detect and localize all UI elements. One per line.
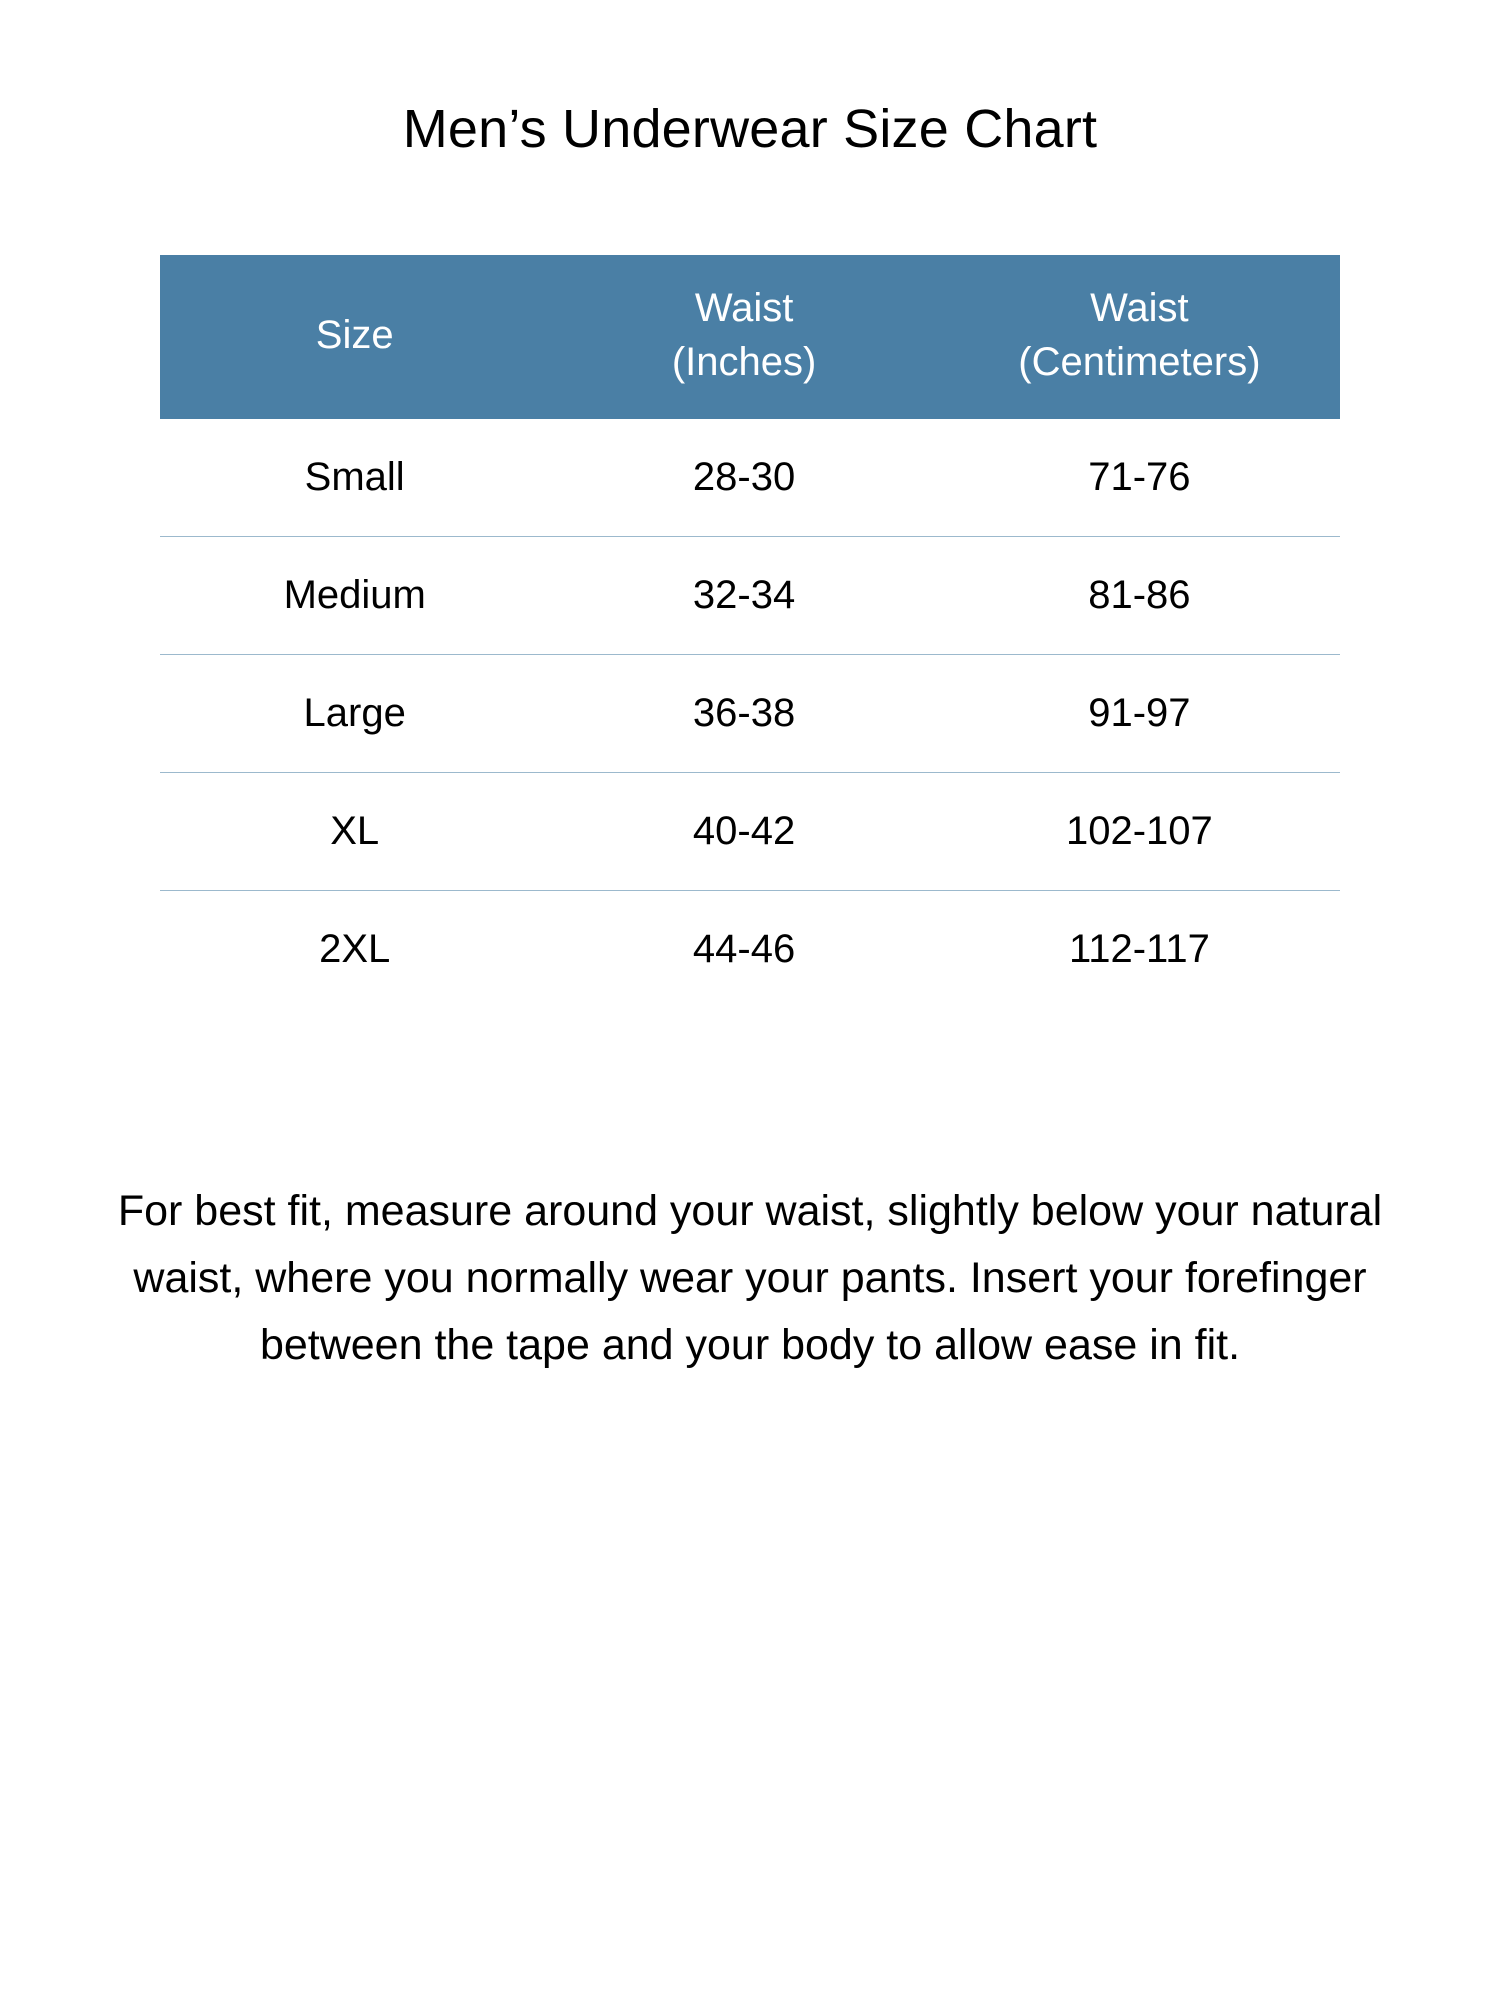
- table-row: [160, 655, 1340, 773]
- cell-size: Large: [160, 655, 549, 773]
- table-row: [160, 537, 1340, 655]
- cell-centimeters: 91-97: [939, 655, 1340, 773]
- cell-centimeters: 102-107: [939, 773, 1340, 891]
- column-header-waist-centimeters-line2: (Centimeters): [1018, 340, 1261, 385]
- page-title: Men’s Underwear Size Chart: [402, 99, 1098, 159]
- cell-inches: 44-46: [692, 927, 796, 972]
- cell-centimeters: 112-117: [1068, 927, 1210, 972]
- table-header: [160, 255, 1340, 419]
- cell-size: 2XL: [319, 927, 391, 972]
- size-table-container: [160, 255, 1340, 1008]
- cell-size: XL: [160, 773, 549, 891]
- table-row: [160, 419, 1340, 537]
- column-header-size: [160, 255, 549, 419]
- table-body: [160, 419, 1340, 1008]
- cell-size: Small: [160, 419, 549, 537]
- cell-inches: 28-30: [549, 419, 938, 537]
- size-table: [160, 255, 1340, 1008]
- column-header-waist-centimeters: [939, 255, 1340, 419]
- table-header-row: [160, 255, 1340, 419]
- table-row: [160, 773, 1340, 891]
- fit-instructions: For best fit, measure around your waist, slightly below your natural waist, where you normally wear your pants. Insert your forefinger between the tape and your body to allow ease in fit.: [117, 1187, 1383, 1369]
- column-header-waist-inches-line2: (Inches): [671, 340, 817, 385]
- column-header-waist-centimeters-line1: Waist: [1090, 286, 1189, 331]
- cell-inches: 40-42: [549, 773, 938, 891]
- cell-centimeters: 81-86: [939, 537, 1340, 655]
- cell-inches: 32-34: [549, 537, 938, 655]
- table-row: [160, 891, 1340, 1009]
- column-header-size-line1: Size: [315, 313, 394, 358]
- column-header-waist-inches: [549, 255, 938, 419]
- cell-inches: 36-38: [549, 655, 938, 773]
- cell-centimeters: 71-76: [939, 419, 1340, 537]
- cell-size: Medium: [160, 537, 549, 655]
- column-header-waist-inches-line1: Waist: [694, 286, 794, 331]
